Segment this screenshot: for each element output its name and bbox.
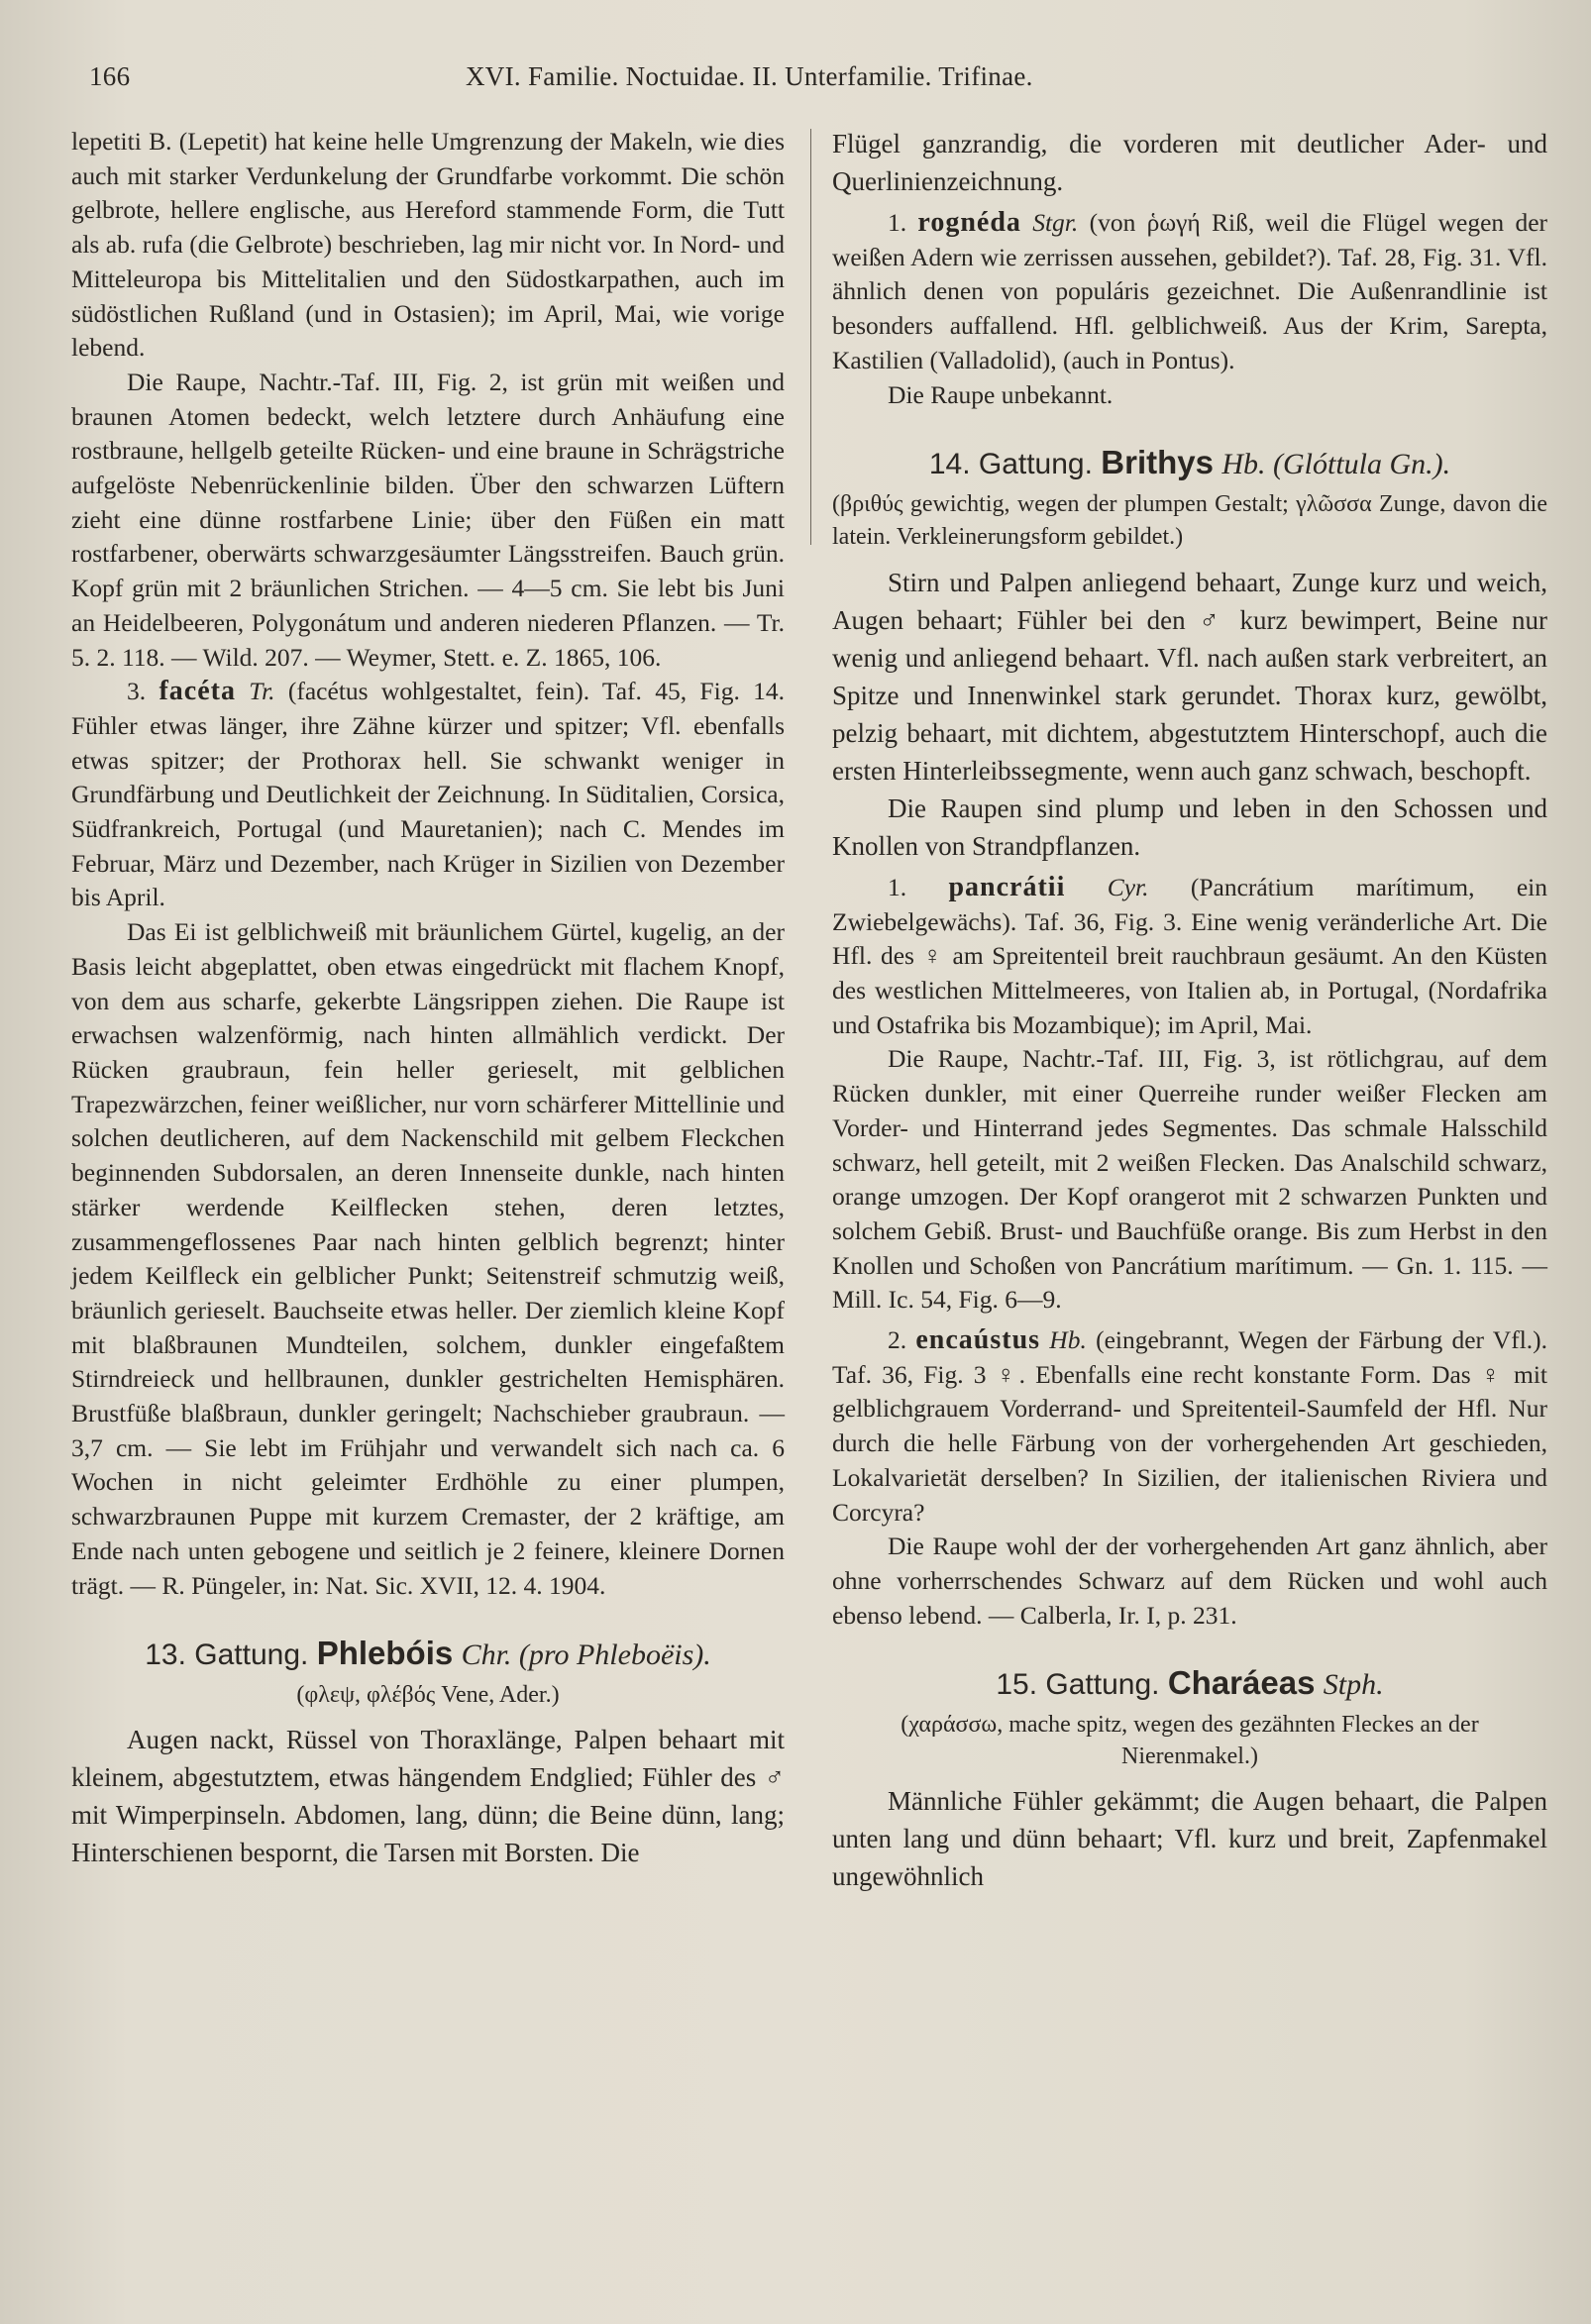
- species-entry-pancratii: [832, 871, 1547, 1043]
- species-entry-faceta: [71, 675, 785, 915]
- paragraph-raupe-description: Die Raupe, Nachtr.-Taf. III, Fig. 2, ist grün mit weißen und braunen Atomen bedeckt, welch letztere durch Anhäufung eine rostbraune, hellgelb geteilte Rücken- und eine braune in Schrägstriche aufgelöste Nebenrückenlinie bilden. Über den schwarzen Lüftern zieht eine dünne rostfarbene Linie; über den Füßen ein matt rostfarbener, oberwärts schwarzgesäumter Längsstreifen. Bauch grün. Kopf grün mit 2 bräunlichen Strichen. — 4—5 cm. Sie lebt bis Juni an Heidelbeeren, Polygonátum und anderen niederen Pflanzen. — Tr. 5. 2. 118. — Wild. 207. — Weymer, Stett. e. Z. 1865, 106.: [71, 367, 785, 672]
- genus-author: Stph.: [1323, 1668, 1384, 1702]
- raupe-description: Die Raupe wohl der der vorhergehenden Art ganz ähnlich, aber ohne vorherrschendes Schwarz auf dem Rücken und wohl auch ebenso lebend. — Calberla, Ir. I, p. 231.: [832, 1532, 1547, 1630]
- page-header: [89, 61, 1536, 101]
- species-author: Cyr.: [1107, 872, 1149, 901]
- genus-author: Chr. (pro Phleboëis).: [461, 1638, 711, 1672]
- species-text: (Pancrátium marítimum, ein Zwiebelgewächs). Taf. 36, Fig. 3. Eine wenig veränderliche Art. Die Hfl. des ♀ am Spreitenteil breit rauchbraun gesäumt. An den Küsten des westlichen Mittelmeeres, von Italien ab, in Portugal, (Nordafrika und Ostafrika bis Mozambique); im April, Mai.: [832, 872, 1548, 1039]
- species-text: (facétus wohlgestaltet, fein). Taf. 45, Fig. 14. Fühler etwas länger, ihre Zähne kürzer und spitzer; Vfl. ebenfalls etwas spitzer; der Prothorax hell. Sie schwankt weniger in Grundfärbung und Deutlichkeit der Zeichnung. In Süditalien, Corsica, Südfrankreich, Portugal (und Mauretanien); nach C. Mendes im Februar, März und Dezember, nach Krüger in Sizilien von Dezember bis April.: [71, 677, 786, 912]
- species-number: 2.: [888, 1325, 907, 1355]
- running-title: XVI. Familie. Noctuidae. II. Unterfamilie. Trifinae.: [466, 61, 1033, 91]
- species-name: facéta: [159, 676, 236, 707]
- column-divider: [810, 129, 811, 545]
- genus-label: 14. Gattung.: [928, 448, 1093, 481]
- raupe-note: Die Raupe unbekannt.: [888, 379, 1114, 409]
- genus-label: 15. Gattung.: [996, 1668, 1160, 1702]
- species-number: 1.: [888, 208, 907, 237]
- genus-description: Stirn und Palpen anliegend behaart, Zunge kurz und weich, Augen behaart; Fühler bei den ♂ kurz bewimpert, Beine nur wenig und anliegend behaart. Vfl. nach außen stark verbreitert, an Spitze und Innenwinkel stark gerundet. Thorax kurz, gewölbt, pelzig behaart, mit dichtem, abgestutztem Hinterschopf, auch die ersten Hinterleibssegmente, wenn auch ganz schwach, beschopft.: [832, 567, 1547, 786]
- genus-heading-13: [71, 1637, 785, 1673]
- genus-description: Augen nackt, Rüssel von Thoraxlänge, Palpen behaart mit kleinem, abgestutztem, etwas hängendem Endglied; Fühler des ♂ mit Wimperpinseln. Abdomen, lang, dünn; die Beine dünn, lang; Hinterschienen bespornt, die Tarsen mit Borsten. Die: [71, 1724, 785, 1867]
- paragraph-lepetiti: lepetiti B. (Lepetit) hat keine helle Umgrenzung der Makeln, wie dies auch mit starker Verdunkelung der Grundfarbe vorkommt. Die schön gelbrote, hellere englische, aus Hereford stammende Form, die Tutt als ab. rufa (die Gelbrote) beschrieben, lag mir nicht vor. In Nord- und Mitteleuropa bis Mittelitalien und den Südostkarpathen, auch im südöstlichen Rußland (und in Ostasien); im April, Mai, wie vorige lebend.: [71, 127, 785, 363]
- species-number: 1.: [888, 872, 907, 901]
- species-entry-encaustus: [832, 1323, 1547, 1530]
- species-name: pancrátii: [948, 871, 1066, 902]
- species-text: (von ῥωγή Riß, weil die Flügel wegen der weißen Adern wie zerrissen aussehen, gebildet?). Taf. 28, Fig. 31. Vfl. ähnlich denen von populáris gezeichnet. Die Außenrandlinie ist besonders auffallend. Hfl. gelblichweiß. Aus der Krim, Sarepta, Kastilien (Valladolid), (auch in Pontus).: [832, 208, 1548, 374]
- species-author: Stgr.: [1032, 208, 1079, 237]
- paragraph-ei-description: Das Ei ist gelblichweiß mit bräunlichem Gürtel, kugelig, an der Basis leicht abgeplattet, oben etwas eingedrückt mit flachem Knopf, von dem aus scharfe, gekerbte Längsrippen ziehen. Die Raupe ist erwachsen walzenförmig, nach hinten allmählich verdickt. Der Rücken graubraun, fein heller gerieselt, mit gelblichen Trapezwärzchen, feiner weißlicher, nur vorn schärferer Mittellinie und solchen deutlicheren, auf dem Nackenschild mit gelbem Fleckchen beginnenden Subdorsalen, an deren Innenseite dunkle, nach hinten stärker werdende Keilflecken stehen, deren letztes, zusammengeflossenes Paar nach hinten gelblich begrenzt; hinter jedem Keilfleck ein gelblicher Punkt; Seitenstreif schmutzig weiß, bräunlich gerieselt. Bauchseite etwas heller. Der ziemlich kleine Kopf mit blaßbraunen Mundteilen, solchem, dunkler eingefaßtem Stirndreieck und hellbraunen, dunkler gestrichelten Hemisphären. Brustfüße blaßbraun, dunkler geringelt; Nachschieber graubraun. — 3,7 cm. — Sie lebt im Frühjahr und verwandelt sich nach ca. 6 Wochen in nicht geleimter Erdhöhle zu einer plumpen, schwarzbraunen Puppe mit kurzem Cremaster, der 2 kräftige, am Ende nach unten gebogene und seitlich je 2 feinere, kleinere Dornen trägt. — R. Püngeler, in: Nat. Sic. XVII, 12. 4. 1904.: [71, 917, 785, 1600]
- page-number: 166: [89, 61, 131, 91]
- species-name: encaústus: [915, 1324, 1041, 1356]
- right-column: [832, 125, 1547, 1895]
- genus-description: Männliche Fühler gekämmt; die Augen behaart, die Palpen unten lang und dünn behaart; Vfl. kurz und breit, Zapfenmakel ungewöhnlich: [832, 1786, 1547, 1892]
- genus-name: Phlebóis: [316, 1635, 454, 1672]
- genus-heading-14: [832, 446, 1547, 482]
- genus-etymology: (βριθύς gewichtig, wegen der plumpen Gestalt; γλῶσσα Zunge, davon die latein. Verkleinerungsform gebildet.): [832, 490, 1547, 550]
- genus-author: Hb. (Glóttula Gn.).: [1221, 448, 1451, 481]
- species-number: 3.: [127, 677, 147, 706]
- species-entry-rogneda: [832, 206, 1547, 378]
- paragraph-continuation: Flügel ganzrandig, die vorderen mit deutlicher Ader- und Querlinienzeichnung.: [832, 129, 1547, 196]
- genus-raupen: Die Raupen sind plump und leben in den Schossen und Knollen von Strandpflanzen.: [832, 792, 1547, 861]
- species-name: rognéda: [917, 207, 1021, 238]
- left-column: [71, 125, 785, 1871]
- raupe-description: Die Raupe, Nachtr.-Taf. III, Fig. 3, ist rötlichgrau, auf dem Rücken dunkler, mit einer Querreihe runder weißer Flecken am Vorder- und Hinterrand jedes Segmentes. Das schmale Halsschild schwarz, hell geteilt, mit 2 weißen Flecken. Das Analschild schwarz, orange umzogen. Der Kopf orangerot mit 2 schwarzen Punkten und solchem Gebiß. Brust- und Bauchfüße orange. Bis zum Herbst in den Knollen und Schoßen von Pancrátium marítimum. — Gn. 1. 115. — Mill. Ic. 54, Fig. 6—9.: [832, 1044, 1547, 1315]
- genus-name: Charáeas: [1167, 1664, 1316, 1702]
- genus-etymology: (χαράσσω, mache spitz, wegen des gezähnten Fleckes an der Nierenmakel.): [901, 1712, 1479, 1770]
- genus-name: Brithys: [1101, 444, 1214, 481]
- genus-heading-15: [832, 1666, 1547, 1703]
- species-author: Hb.: [1049, 1325, 1087, 1355]
- genus-label: 13. Gattung.: [145, 1638, 309, 1672]
- species-author: Tr.: [249, 677, 275, 706]
- genus-etymology: (φλεψ, φλέβός Vene, Ader.): [296, 1681, 560, 1708]
- species-text: (eingebrannt, Wegen der Färbung der Vfl.). Taf. 36, Fig. 3 ♀. Ebenfalls eine recht konstante Form. Das ♀ mit gelblichgrauem Vorderrand- und Spreitenteil-Saumfeld der Hfl. Nur durch die helle Färbung von der vorhergehenden Art geschieden, Lokalvarietät derselben? In Sizilien, der italienischen Riviera und Corcyra?: [832, 1325, 1548, 1527]
